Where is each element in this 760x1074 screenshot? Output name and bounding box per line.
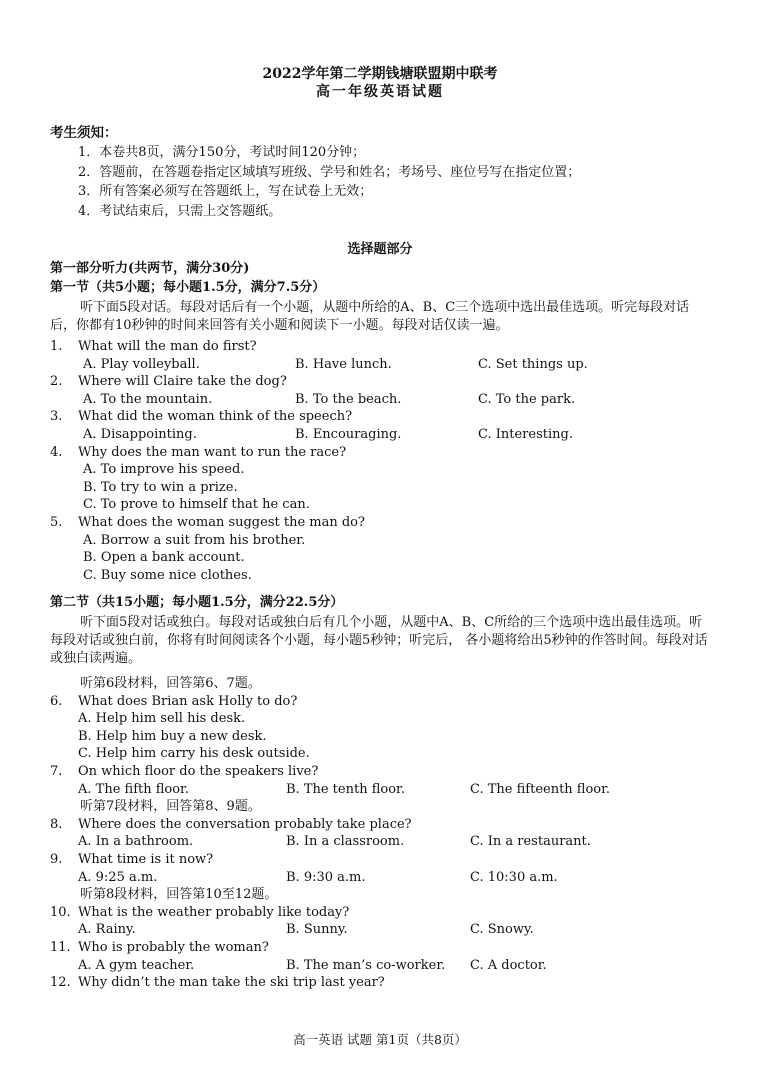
option-row xyxy=(50,957,730,975)
question-text: What time is it now? xyxy=(78,851,214,867)
option: C. Snowy. xyxy=(470,922,534,938)
option: B. Sunny. xyxy=(286,922,348,938)
question-text: On which floor do the speakers live? xyxy=(78,763,319,779)
section2-questions xyxy=(50,675,730,992)
question-number: 1. xyxy=(50,339,63,354)
question-number: 7. xyxy=(50,763,63,779)
option-row xyxy=(50,781,730,799)
question-text: What does the woman suggest the man do? xyxy=(78,514,365,530)
option: C. Set things up. xyxy=(478,356,588,372)
option: B. Encouraging. xyxy=(295,426,402,442)
exam-title: 2022学年第二学期钱塘联盟期中联考 xyxy=(262,66,498,82)
notice-item: 3．所有答案必须写在答题纸上，写在试卷上无效； xyxy=(78,184,373,199)
section2-instructions: 听下面5段对话或独白。每段对话或独白后有几个小题，从题中A、B、C所给的三个选项中选出最佳选项。听每段对话或独白前，你将有时间阅读各个小题，每小题5秒钟；听完后， 各小题将给出5秒钟的作答时间。每段对话或独白读两遍。 xyxy=(50,615,708,666)
question-text: Who is probably the woman? xyxy=(78,939,269,955)
question xyxy=(50,444,730,462)
option: B. Have lunch. xyxy=(295,356,392,372)
question-number: 8. xyxy=(50,816,63,832)
option: B. Help him buy a new desk. xyxy=(78,728,267,744)
material-intro: 听第6段材料，回答第6、7题。 xyxy=(80,676,261,691)
option-row xyxy=(50,496,730,514)
option: B. To the beach. xyxy=(295,391,402,407)
question xyxy=(50,763,730,781)
section1-instructions: 听下面5段对话。每段对话后有一个小题，从题中所给的A、B、C三个选项中选出最佳选项。听完每段对话后，你都有10秒钟的时间来回答有关小题和阅读下一小题。每段对话仅读一遍。 xyxy=(50,300,690,333)
question-text: Why does the man want to run the race? xyxy=(78,444,347,460)
option-row xyxy=(50,869,730,887)
material-intro: 听第7段材料，回答第8、9题。 xyxy=(80,799,261,815)
question-number: 6. xyxy=(50,693,63,709)
option: C. The fifteenth floor. xyxy=(470,781,611,797)
option: B. The man’s co-worker. xyxy=(286,957,446,973)
option: C. Buy some nice clothes. xyxy=(83,567,252,583)
material-intro: 听第8段材料，回答第10至12题。 xyxy=(80,887,278,903)
notice-item: 2．答题前，在答题卷指定区域填写班级、学号和姓名；考场号、座位号写在指定位置； xyxy=(78,164,581,180)
notice-item: 4．考试结束后，只需上交答题纸。 xyxy=(78,203,282,219)
option: A. 9:25 a.m. xyxy=(78,869,158,885)
question-text: What will the man do first? xyxy=(78,339,257,354)
question-number: 5. xyxy=(50,514,63,530)
option-row xyxy=(50,391,730,409)
question xyxy=(50,974,730,992)
question xyxy=(50,338,730,356)
question-number: 11. xyxy=(50,939,71,955)
option: C. A doctor. xyxy=(470,957,547,973)
option-row xyxy=(50,356,730,374)
question-text: Where will Claire take the dog? xyxy=(78,374,287,390)
option-row xyxy=(50,921,730,939)
option-row xyxy=(50,461,730,479)
option: C. To prove to himself that he can. xyxy=(83,497,310,513)
question xyxy=(50,904,730,922)
option-row xyxy=(50,567,730,585)
option-row xyxy=(50,532,730,550)
option-row xyxy=(50,479,730,497)
question-number: 3. xyxy=(50,409,63,425)
option: A. In a bathroom. xyxy=(78,834,194,850)
option: C. In a restaurant. xyxy=(470,834,591,850)
question xyxy=(50,816,730,834)
part-title: 选择题部分 xyxy=(347,242,413,257)
option: A. Disappointing. xyxy=(83,426,197,442)
question-number: 9. xyxy=(50,851,63,867)
question-text: What is the weather probably like today? xyxy=(78,904,350,920)
question-number: 4. xyxy=(50,444,63,460)
question xyxy=(50,851,730,869)
question xyxy=(50,693,730,711)
question-number: 12. xyxy=(50,975,71,991)
section2-heading: 第二节（共15小题；每小题1.5分，满分22.5分） xyxy=(50,595,344,610)
option-row xyxy=(50,710,730,728)
page-footer: 高一英语 试题 第1页（共8页） xyxy=(293,1032,467,1047)
question xyxy=(50,514,730,532)
question-text: What did the woman think of the speech? xyxy=(78,409,353,425)
option: B. Open a bank account. xyxy=(83,550,245,566)
part1-heading: 第一部分听力(共两节，满分30分) xyxy=(50,261,250,276)
option: A. To improve his speed. xyxy=(83,462,245,478)
option: A. The fifth floor. xyxy=(78,781,189,797)
exam-subtitle: 高一年级英语试题 xyxy=(316,84,444,100)
option-row xyxy=(50,745,730,763)
question xyxy=(50,408,730,426)
option: C. 10:30 a.m. xyxy=(470,869,558,885)
option: A. Play volleyball. xyxy=(83,356,200,372)
section1-heading: 第一节（共5小题；每小题1.5分，满分7.5分） xyxy=(50,280,326,295)
option: B. 9:30 a.m. xyxy=(286,869,366,885)
option: B. The tenth floor. xyxy=(286,781,405,797)
notice-item: 1．本卷共8页，满分150分，考试时间120分钟； xyxy=(78,145,366,160)
option-row xyxy=(50,833,730,851)
option: C. Help him carry his desk outside. xyxy=(78,746,310,762)
question xyxy=(50,939,730,957)
question-text: Why didn’t the man take the ski trip last year? xyxy=(78,975,385,991)
option: A. A gym teacher. xyxy=(78,957,195,973)
option: A. Rainy. xyxy=(78,922,136,938)
notice-list xyxy=(78,144,580,222)
option: A. To the mountain. xyxy=(83,391,213,407)
question-number: 10. xyxy=(50,904,71,920)
question-text: Where does the conversation probably take place? xyxy=(78,816,412,832)
option: B. In a classroom. xyxy=(286,834,405,850)
question xyxy=(50,373,730,391)
option: C. To the park. xyxy=(478,391,576,407)
option: B. To try to win a prize. xyxy=(83,479,238,495)
notice-heading: 考生须知： xyxy=(50,125,118,141)
section1-questions xyxy=(50,338,730,584)
option: C. Interesting. xyxy=(478,426,573,442)
option-row xyxy=(50,426,730,444)
question-number: 2. xyxy=(50,374,63,390)
option: A. Help him sell his desk. xyxy=(78,711,246,727)
option-row xyxy=(50,549,730,567)
option-row xyxy=(50,728,730,746)
question-text: What does Brian ask Holly to do? xyxy=(78,693,298,709)
option: A. Borrow a suit from his brother. xyxy=(83,532,306,548)
